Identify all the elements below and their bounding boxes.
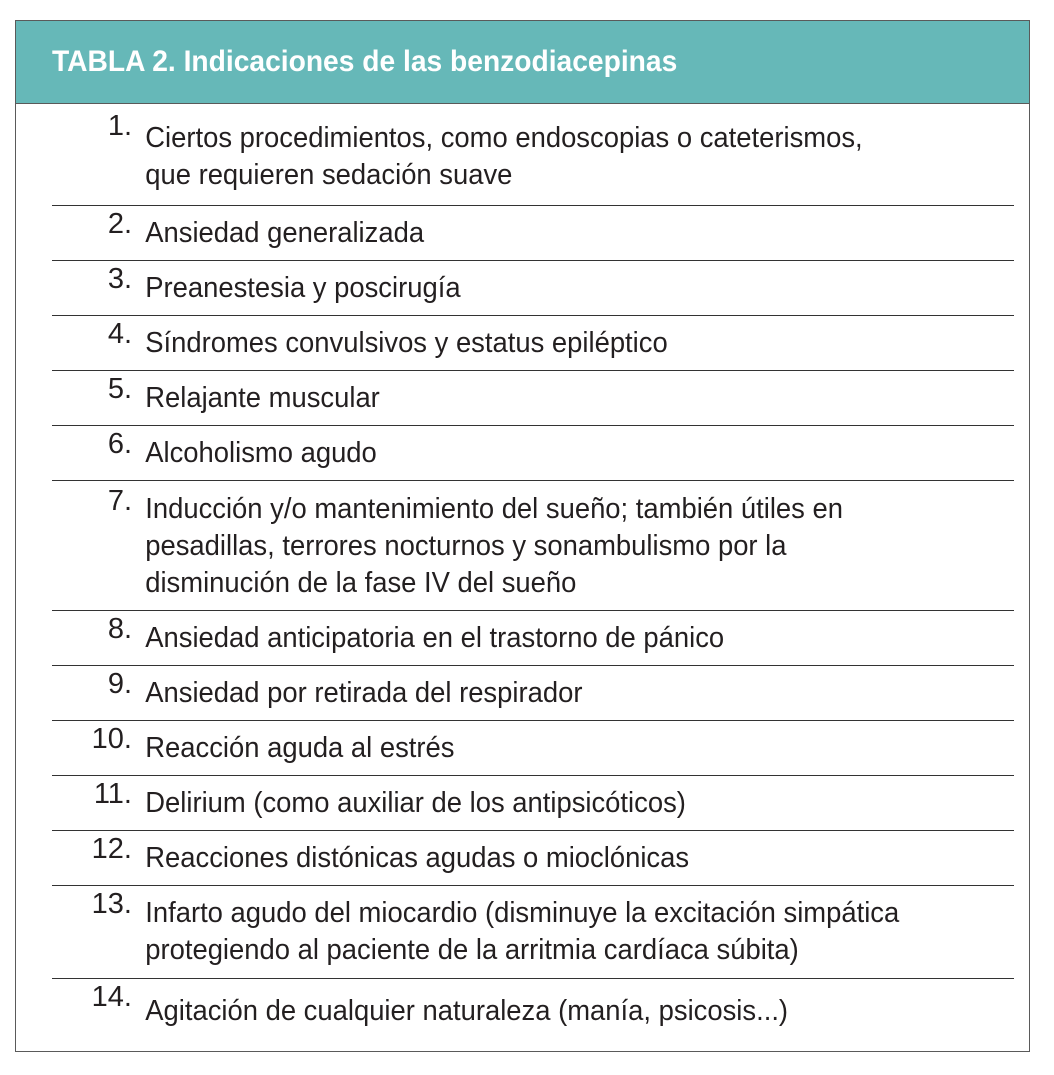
item-text: Reacciones distónicas agudas o mioclónicas — [145, 841, 690, 874]
list-item — [52, 104, 1014, 206]
list-item — [52, 206, 1014, 261]
table-title: TABLA 2. Indicaciones de las benzodiacepinas — [52, 45, 678, 78]
list-item — [52, 831, 1014, 886]
item-number: 8. — [107, 613, 132, 645]
item-number: 3. — [107, 263, 132, 295]
list-item — [52, 371, 1014, 426]
item-text: Infarto agudo del miocardio (disminuye la excitación simpática protegiendo al paciente de la arritmia cardíaca súbita) — [145, 897, 900, 966]
list-item — [52, 261, 1014, 316]
indications-list — [16, 104, 1029, 1043]
item-text: Ansiedad por retirada del respirador — [145, 676, 583, 709]
list-item — [52, 666, 1014, 721]
item-text: Agitación de cualquier naturaleza (manía, psicosis...) — [145, 994, 789, 1027]
item-number: 9. — [107, 668, 132, 700]
item-text: Inducción y/o mantenimiento del sueño; también útiles en pesadillas, terrores nocturnos y sonambulismo por la disminución de la fase IV del sueño — [145, 493, 843, 599]
item-number: 11. — [93, 778, 132, 810]
item-number: 5. — [107, 373, 132, 405]
item-number: 7. — [107, 485, 132, 517]
list-item — [52, 611, 1014, 666]
list-item — [52, 316, 1014, 371]
item-text: Ansiedad generalizada — [145, 216, 425, 249]
item-text: Síndromes convulsivos y estatus epiléptico — [145, 326, 668, 359]
list-item — [52, 776, 1014, 831]
item-number: 1. — [107, 110, 132, 142]
item-text: Reacción aguda al estrés — [145, 731, 455, 764]
item-text: Alcoholismo agudo — [145, 436, 377, 469]
item-text: Delirium (como auxiliar de los antipsicóticos) — [145, 786, 686, 819]
list-item — [52, 979, 1014, 1043]
table-header — [16, 21, 1029, 104]
item-number: 14. — [91, 981, 132, 1013]
list-item — [52, 886, 1014, 979]
item-number: 4. — [107, 318, 132, 350]
indications-table — [15, 20, 1030, 1052]
item-text: Preanestesia y poscirugía — [145, 271, 461, 304]
list-item — [52, 721, 1014, 776]
item-number: 2. — [107, 208, 132, 240]
item-number: 6. — [107, 428, 132, 460]
item-text: Relajante muscular — [145, 381, 380, 414]
item-number: 10. — [91, 723, 132, 755]
item-number: 12. — [91, 833, 132, 865]
list-item — [52, 426, 1014, 481]
list-item — [52, 481, 1014, 611]
item-number: 13. — [91, 888, 132, 920]
item-text: Ansiedad anticipatoria en el trastorno de pánico — [145, 621, 725, 654]
item-text: Ciertos procedimientos, como endoscopias o cateterismos, que requieren sedación suave — [145, 121, 863, 191]
